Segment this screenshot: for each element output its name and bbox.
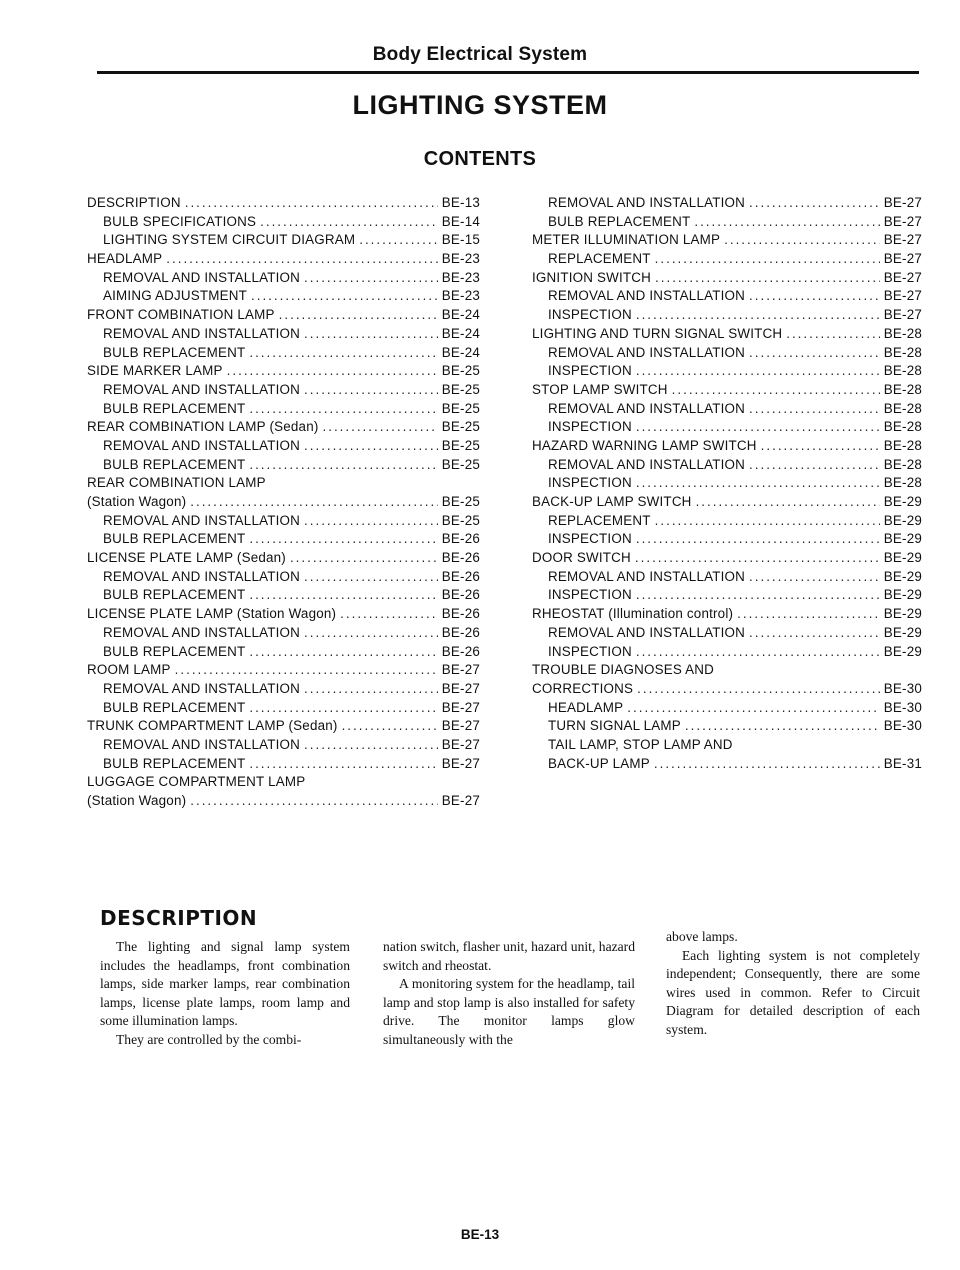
toc-entry-page: BE-26 — [441, 643, 480, 659]
toc-leader-dots — [636, 474, 880, 493]
toc-entry-page: BE-28 — [883, 419, 922, 435]
toc-entry-page: BE-27 — [883, 213, 922, 229]
toc-entry-page: BE-26 — [441, 568, 480, 584]
toc-leader-dots — [323, 418, 438, 437]
toc-entry — [532, 717, 922, 736]
toc-entry — [87, 194, 480, 213]
description-paragraph: nation switch, flasher unit, hazard unit, hazard switch and rheostat. — [383, 939, 635, 973]
toc-entry-page: BE-27 — [441, 793, 480, 808]
toc-leader-dots — [304, 381, 438, 400]
toc-entry-page: BE-29 — [883, 512, 922, 528]
toc-entry-page: BE-28 — [883, 344, 922, 360]
toc-entry-page: BE-29 — [883, 531, 922, 547]
toc-entry — [87, 250, 480, 269]
toc-entry-page: BE-28 — [883, 475, 922, 491]
toc-leader-dots — [737, 605, 880, 624]
toc-entry — [532, 680, 922, 699]
toc-entry — [532, 287, 922, 306]
page-header: Body Electrical System — [372, 44, 588, 65]
toc-entry — [532, 213, 922, 232]
toc-entry-page: BE-25 — [441, 437, 480, 453]
toc-entry-title: BULB REPLACEMENT — [103, 643, 246, 659]
toc-leader-dots — [636, 306, 880, 325]
toc-leader-dots — [685, 717, 880, 736]
toc-leader-dots — [166, 250, 438, 269]
toc-entry — [532, 643, 922, 662]
toc-entry — [532, 437, 922, 456]
toc-entry-page: BE-25 — [441, 400, 480, 416]
toc-entry-page: BE-27 — [883, 195, 922, 210]
description-paragraph: A monitoring system for the headlamp, tail lamp and stop lamp is also installed for safety drive. The monitor lamps glow simultaneously with the — [383, 976, 635, 1047]
toc-entry — [87, 792, 480, 811]
toc-entry-page: BE-23 — [441, 269, 480, 285]
toc-leader-dots — [304, 512, 438, 531]
toc-entry-title: METER ILLUMINATION LAMP — [532, 232, 721, 248]
toc-leader-dots — [636, 418, 880, 437]
toc-entry-page: BE-15 — [441, 232, 480, 248]
toc-entry — [87, 624, 480, 643]
toc-entry — [532, 530, 922, 549]
toc-entry-title: REMOVAL AND INSTALLATION — [548, 456, 746, 472]
toc-entry — [87, 400, 480, 419]
toc-entry — [87, 680, 480, 699]
toc-leader-dots — [249, 699, 437, 718]
toc-entry-page: BE-28 — [883, 325, 922, 341]
toc-entry — [532, 568, 922, 587]
toc-entry-title: BULB REPLACEMENT — [103, 400, 246, 416]
toc-entry-page: BE-26 — [441, 550, 480, 566]
toc-entry-page: BE-28 — [883, 456, 922, 472]
toc-entry-page: BE-29 — [883, 624, 922, 640]
toc-entry-title: TRUNK COMPARTMENT LAMP (Sedan) — [87, 718, 338, 734]
toc-leader-dots — [786, 325, 880, 344]
toc-entry-page: BE-27 — [883, 269, 922, 285]
toc-entry-page: BE-24 — [441, 344, 480, 360]
toc-entry-title: BULB REPLACEMENT — [103, 755, 246, 771]
toc-entry-title: TAIL LAMP, STOP LAMP AND — [548, 736, 733, 752]
toc-entry-title: REAR COMBINATION LAMP (Sedan) — [87, 419, 319, 435]
toc-entry — [87, 586, 480, 605]
toc-entry — [87, 643, 480, 662]
toc-leader-dots — [672, 381, 880, 400]
toc-leader-dots — [304, 437, 438, 456]
description-column-3 — [666, 928, 920, 1039]
toc-entry-title: REMOVAL AND INSTALLATION — [103, 680, 301, 696]
toc-leader-dots — [654, 755, 880, 774]
toc-entry — [532, 231, 922, 250]
toc-leader-dots — [635, 549, 880, 568]
toc-entry-title: INSPECTION — [548, 531, 632, 547]
toc-entry-page: BE-27 — [441, 718, 480, 734]
toc-entry — [87, 493, 480, 512]
toc-entry-title: REPLACEMENT — [548, 251, 651, 267]
toc-entry-title: TROUBLE DIAGNOSES AND — [532, 662, 715, 678]
toc-entry-title: INSPECTION — [548, 363, 632, 379]
toc-leader-dots — [636, 530, 880, 549]
description-column-2 — [383, 938, 635, 1049]
toc-entry-page: BE-27 — [883, 288, 922, 304]
toc-leader-dots — [249, 755, 437, 774]
toc-entry — [532, 586, 922, 605]
toc-entry — [532, 736, 922, 755]
toc-entry-title: INSPECTION — [548, 419, 632, 435]
toc-leader-dots — [636, 586, 880, 605]
toc-entry-title: IGNITION SWITCH — [532, 269, 652, 285]
toc-entry-page: BE-26 — [441, 606, 480, 622]
toc-leader-dots — [290, 549, 438, 568]
toc-leader-dots — [655, 250, 880, 269]
toc-leader-dots — [249, 344, 437, 363]
toc-entry — [532, 549, 922, 568]
toc-entry — [532, 624, 922, 643]
toc-entry — [87, 231, 480, 250]
toc-leader-dots — [340, 605, 438, 624]
toc-entry-page: BE-28 — [883, 400, 922, 416]
toc-entry-title: DOOR SWITCH — [532, 550, 631, 566]
toc-entry — [87, 325, 480, 344]
toc-entry-title: REMOVAL AND INSTALLATION — [103, 736, 301, 752]
toc-entry-page: BE-27 — [883, 232, 922, 248]
section-title: LIGHTING SYSTEM — [352, 90, 608, 120]
toc-entry — [532, 250, 922, 269]
toc-entry-page: BE-31 — [883, 755, 922, 771]
toc-leader-dots — [749, 344, 880, 363]
toc-entry-title: SIDE MARKER LAMP — [87, 363, 223, 379]
toc-leader-dots — [304, 568, 438, 587]
toc-leader-dots — [359, 231, 438, 250]
toc-entry — [532, 605, 922, 624]
toc-entry-title: LIGHTING SYSTEM CIRCUIT DIAGRAM — [103, 232, 356, 248]
toc-entry — [87, 306, 480, 325]
page-number: BE-13 — [460, 1227, 500, 1242]
description-column-1 — [100, 938, 350, 1049]
toc-entry-title: BULB REPLACEMENT — [103, 344, 246, 360]
header-rule — [97, 71, 919, 74]
toc-entry-title: REMOVAL AND INSTALLATION — [103, 325, 301, 341]
toc-leader-dots — [636, 643, 880, 662]
toc-entry-page: BE-25 — [441, 363, 480, 379]
toc-entry — [87, 437, 480, 456]
toc-entry-title: RHEOSTAT (Illumination control) — [532, 606, 734, 622]
description-paragraph: The lighting and signal lamp system includes the headlamps, front combination lamps, side marker lamps, rear combination lamps, license plate lamps, room lamp and some illumination lamps. — [100, 939, 350, 1028]
toc-leader-dots — [304, 680, 438, 699]
toc-entry — [532, 474, 922, 493]
toc-entry — [87, 474, 480, 493]
toc-entry-title: INSPECTION — [548, 643, 632, 659]
toc-entry-title: INSPECTION — [548, 475, 632, 491]
toc-leader-dots — [749, 456, 880, 475]
toc-entry-page: BE-25 — [441, 494, 480, 509]
toc-leader-dots — [342, 717, 438, 736]
toc-entry-page: BE-24 — [441, 307, 480, 323]
toc-leader-dots — [696, 493, 880, 512]
toc-entry-title: REMOVAL AND INSTALLATION — [548, 195, 746, 210]
toc-entry-page: BE-29 — [883, 568, 922, 584]
toc-entry-title: LICENSE PLATE LAMP (Sedan) — [87, 550, 286, 566]
toc-entry-page: BE-26 — [441, 624, 480, 640]
toc-entry-page: BE-27 — [441, 699, 480, 715]
toc-entry-page: BE-27 — [883, 307, 922, 323]
toc-entry-title: REMOVAL AND INSTALLATION — [103, 624, 301, 640]
toc-entry — [532, 344, 922, 363]
toc-entry-title: REMOVAL AND INSTALLATION — [548, 344, 746, 360]
toc-entry-title: HAZARD WARNING LAMP SWITCH — [532, 437, 757, 453]
toc-entry-page: BE-28 — [883, 381, 922, 397]
toc-leader-dots — [279, 306, 438, 325]
toc-entry-page: BE-28 — [883, 363, 922, 379]
toc-leader-dots — [637, 680, 880, 699]
toc-entry-title: HEADLAMP — [87, 251, 163, 267]
toc-entry-title: CORRECTIONS — [532, 680, 634, 696]
toc-entry — [87, 773, 480, 792]
toc-entry-page: BE-23 — [441, 251, 480, 267]
toc-entry-page: BE-23 — [441, 288, 480, 304]
toc-entry — [87, 717, 480, 736]
toc-leader-dots — [627, 699, 880, 718]
toc-entry-page: BE-27 — [441, 680, 480, 696]
toc-leader-dots — [304, 269, 438, 288]
toc-entry-title: REMOVAL AND INSTALLATION — [103, 568, 301, 584]
toc-entry — [532, 661, 922, 680]
toc-entry-page: BE-30 — [883, 680, 922, 696]
toc-leader-dots — [636, 362, 880, 381]
toc-leader-dots — [749, 287, 880, 306]
description-paragraph: Each lighting system is not completely independent; Consequently, there are some wires used in common. Refer to Circuit Diagram for detailed description of each system. — [666, 947, 920, 1037]
toc-leader-dots — [749, 194, 880, 213]
toc-entry-title: INSPECTION — [548, 307, 632, 323]
toc-leader-dots — [175, 661, 438, 680]
toc-entry-page: BE-25 — [441, 512, 480, 528]
toc-entry-title: BULB SPECIFICATIONS — [103, 213, 257, 229]
toc-entry-title: BULB REPLACEMENT — [548, 213, 691, 229]
toc-entry — [532, 493, 922, 512]
toc-entry-title: REMOVAL AND INSTALLATION — [548, 624, 746, 640]
toc-entry — [532, 456, 922, 475]
description-paragraph: above lamps. — [666, 929, 738, 944]
toc-entry-page: BE-28 — [883, 437, 922, 453]
toc-entry-title: HEADLAMP — [548, 699, 624, 715]
toc-entry — [87, 456, 480, 475]
toc-entry-title: BULB REPLACEMENT — [103, 699, 246, 715]
toc-entry-title: (Station Wagon) — [87, 793, 187, 808]
toc-entry-title: REMOVAL AND INSTALLATION — [548, 568, 746, 584]
toc-entry-title: BULB REPLACEMENT — [103, 587, 246, 603]
toc-leader-dots — [185, 194, 438, 213]
toc-leader-dots — [190, 792, 438, 811]
toc-entry-page: BE-24 — [441, 325, 480, 341]
toc-entry — [532, 194, 922, 213]
toc-entry — [532, 699, 922, 718]
toc-entry-title: BULB REPLACEMENT — [103, 456, 246, 472]
toc-entry-title: REMOVAL AND INSTALLATION — [103, 512, 301, 528]
toc-left-column — [87, 194, 480, 811]
toc-leader-dots — [249, 530, 437, 549]
toc-entry-page: BE-29 — [883, 606, 922, 622]
toc-entry-title: LUGGAGE COMPARTMENT LAMP — [87, 774, 306, 790]
toc-entry — [87, 755, 480, 774]
toc-entry — [87, 661, 480, 680]
toc-entry — [532, 362, 922, 381]
toc-entry — [532, 381, 922, 400]
toc-entry — [87, 213, 480, 232]
toc-entry-title: REMOVAL AND INSTALLATION — [548, 400, 746, 416]
toc-leader-dots — [655, 269, 880, 288]
toc-entry-title: DESCRIPTION — [87, 195, 181, 210]
toc-entry — [532, 325, 922, 344]
toc-leader-dots — [249, 456, 437, 475]
toc-entry-page: BE-29 — [883, 494, 922, 509]
toc-entry — [532, 512, 922, 531]
toc-leader-dots — [694, 213, 879, 232]
toc-leader-dots — [749, 400, 880, 419]
toc-entry-page: BE-27 — [441, 662, 480, 678]
toc-leader-dots — [749, 624, 880, 643]
toc-entry-page: BE-25 — [441, 456, 480, 472]
toc-leader-dots — [190, 493, 438, 512]
toc-entry-title: REMOVAL AND INSTALLATION — [103, 269, 301, 285]
toc-entry-title: BACK-UP LAMP SWITCH — [532, 494, 692, 509]
toc-entry-page: BE-26 — [441, 531, 480, 547]
toc-entry-title: TURN SIGNAL LAMP — [548, 718, 681, 734]
toc-entry-page: BE-13 — [441, 195, 480, 210]
toc-leader-dots — [761, 437, 880, 456]
toc-entry — [87, 381, 480, 400]
description-heading: DESCRIPTION — [100, 906, 258, 930]
toc-entry-title: REPLACEMENT — [548, 512, 651, 528]
toc-leader-dots — [304, 325, 438, 344]
toc-leader-dots — [249, 400, 437, 419]
toc-leader-dots — [655, 512, 880, 531]
toc-entry-title: LICENSE PLATE LAMP (Station Wagon) — [87, 606, 337, 622]
toc-entry-title: STOP LAMP SWITCH — [532, 381, 668, 397]
toc-right-column — [532, 194, 922, 773]
toc-entry — [532, 306, 922, 325]
toc-entry-title: AIMING ADJUSTMENT — [103, 288, 248, 304]
toc-entry-page: BE-27 — [441, 755, 480, 771]
toc-entry — [87, 699, 480, 718]
toc-leader-dots — [249, 586, 437, 605]
toc-leader-dots — [227, 362, 438, 381]
toc-entry-page: BE-29 — [883, 643, 922, 659]
toc-entry-title: REMOVAL AND INSTALLATION — [103, 381, 301, 397]
toc-leader-dots — [724, 231, 880, 250]
toc-leader-dots — [260, 213, 438, 232]
toc-entry-page: BE-27 — [441, 736, 480, 752]
toc-entry-title: BULB REPLACEMENT — [103, 531, 246, 547]
toc-entry — [87, 344, 480, 363]
toc-entry — [87, 605, 480, 624]
toc-entry-title: REMOVAL AND INSTALLATION — [103, 437, 301, 453]
toc-entry — [87, 736, 480, 755]
toc-leader-dots — [304, 624, 438, 643]
toc-entry — [87, 549, 480, 568]
toc-entry-page: BE-27 — [883, 251, 922, 267]
toc-entry — [87, 362, 480, 381]
toc-entry — [87, 269, 480, 288]
toc-entry-title: (Station Wagon) — [87, 494, 187, 509]
toc-entry — [532, 400, 922, 419]
toc-entry-title: REMOVAL AND INSTALLATION — [548, 288, 746, 304]
toc-entry-title: LIGHTING AND TURN SIGNAL SWITCH — [532, 325, 783, 341]
toc-entry-page: BE-25 — [441, 381, 480, 397]
toc-entry-page: BE-30 — [883, 718, 922, 734]
toc-leader-dots — [304, 736, 438, 755]
toc-entry-page: BE-26 — [441, 587, 480, 603]
toc-entry-title: BACK-UP LAMP — [548, 755, 650, 771]
toc-entry — [532, 755, 922, 774]
toc-entry-page: BE-25 — [441, 419, 480, 435]
toc-leader-dots — [749, 568, 880, 587]
toc-entry-page: BE-14 — [441, 213, 480, 229]
toc-entry — [87, 287, 480, 306]
toc-entry — [87, 418, 480, 437]
toc-entry-title: ROOM LAMP — [87, 662, 171, 678]
toc-entry-page: BE-30 — [883, 699, 922, 715]
description-paragraph: They are controlled by the combi- — [116, 1031, 302, 1047]
toc-entry — [532, 269, 922, 288]
toc-entry — [87, 568, 480, 587]
toc-entry-page: BE-29 — [883, 587, 922, 603]
toc-leader-dots — [251, 287, 438, 306]
toc-entry — [532, 418, 922, 437]
toc-entry-title: REAR COMBINATION LAMP — [87, 475, 266, 491]
toc-entry — [87, 530, 480, 549]
toc-entry-title: FRONT COMBINATION LAMP — [87, 307, 275, 323]
contents-title: CONTENTS — [423, 148, 537, 170]
toc-leader-dots — [249, 643, 437, 662]
toc-entry-title: INSPECTION — [548, 587, 632, 603]
toc-entry-page: BE-29 — [883, 550, 922, 566]
toc-entry — [87, 512, 480, 531]
